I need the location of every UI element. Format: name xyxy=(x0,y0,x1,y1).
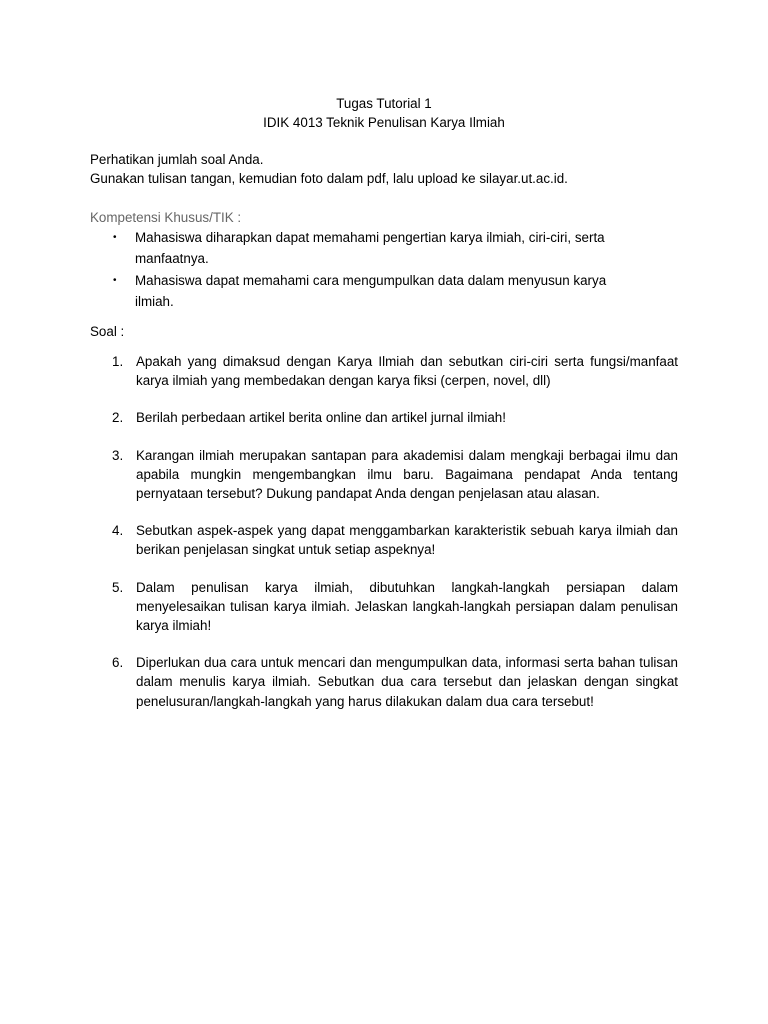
question-text: Diperlukan dua cara untuk mencari dan mengumpulkan data, informasi serta bahan tulisan dalam menulis karya ilmiah. Sebutkan dua cara tersebut dan jelaskan dengan singkat penelusuran/langkah-langkah yang harus dilakukan dalam dua cara tersebut! xyxy=(136,655,678,709)
question-text: Karangan ilmiah merupakan santapan para akademisi dalam mengkaji berbagai ilmu dan apabila mungkin mengembangkan ilmu baru. Bagaimana pendapat Anda tentang pernyataan tersebut? Dukung pandapat Anda dengan penjelasan atau alasan. xyxy=(136,447,678,502)
competency-section xyxy=(90,208,690,312)
intro-instructions xyxy=(90,150,690,188)
question-number: 3. xyxy=(112,447,124,463)
question-number: 6. xyxy=(112,655,124,671)
question-text: Sebutkan aspek-aspek yang dapat menggambarkan karakteristik sebuah karya ilmiah dan berikan penjelasan singkat untuk setiap aspeknya! xyxy=(136,523,678,558)
question-item xyxy=(90,653,678,711)
question-number: 1. xyxy=(112,354,124,369)
intro-line-1: Perhatikan jumlah soal Anda. xyxy=(90,152,264,167)
question-text: Apakah yang dimaksud dengan Karya Ilmiah dan sebutkan ciri-ciri serta fungsi/manfaat karya ilmiah yang membedakan dengan karya fiksi (cerpen, novel, dll) xyxy=(136,354,678,389)
question-item xyxy=(90,521,678,559)
competency-list xyxy=(90,227,690,312)
intro-line-2: Gunakan tulisan tangan, kemudian foto dalam pdf, lalu upload ke silayar.ut.ac.id. xyxy=(90,171,568,186)
competency-heading: Kompetensi Khusus/TIK : xyxy=(90,210,242,225)
questions-heading: Soal : xyxy=(90,324,125,339)
question-item xyxy=(90,446,678,504)
competency-item xyxy=(90,270,635,312)
competency-item-text: Mahasiswa diharapkan dapat memahami pengertian karya ilmiah, ciri-ciri, serta manfaatnya. xyxy=(135,230,605,266)
question-item xyxy=(90,352,678,390)
bullet-icon: • xyxy=(113,232,117,243)
question-item xyxy=(90,408,678,427)
document-title: Tugas Tutorial 1 xyxy=(336,96,432,111)
question-text: Dalam penulisan karya ilmiah, dibutuhkan langkah-langkah persiapan dalam menyelesaikan tulisan karya ilmiah. Jelaskan langkah-langkah persiapan dalam penulisan karya ilmiah! xyxy=(136,579,678,634)
question-text: Berilah perbedaan artikel berita online dan artikel jurnal ilmiah! xyxy=(136,410,506,426)
questions-list xyxy=(90,352,680,711)
question-number: 2. xyxy=(112,410,124,426)
bullet-icon: • xyxy=(113,275,117,286)
course-title: IDIK 4013 Teknik Penulisan Karya Ilmiah xyxy=(263,115,505,130)
question-item xyxy=(90,578,678,636)
document-header xyxy=(0,94,768,132)
question-number: 4. xyxy=(112,523,124,539)
competency-item xyxy=(90,227,635,269)
competency-item-text: Mahasiswa dapat memahami cara mengumpulkan data dalam menyusun karya ilmiah. xyxy=(135,273,607,309)
question-number: 5. xyxy=(112,579,124,595)
